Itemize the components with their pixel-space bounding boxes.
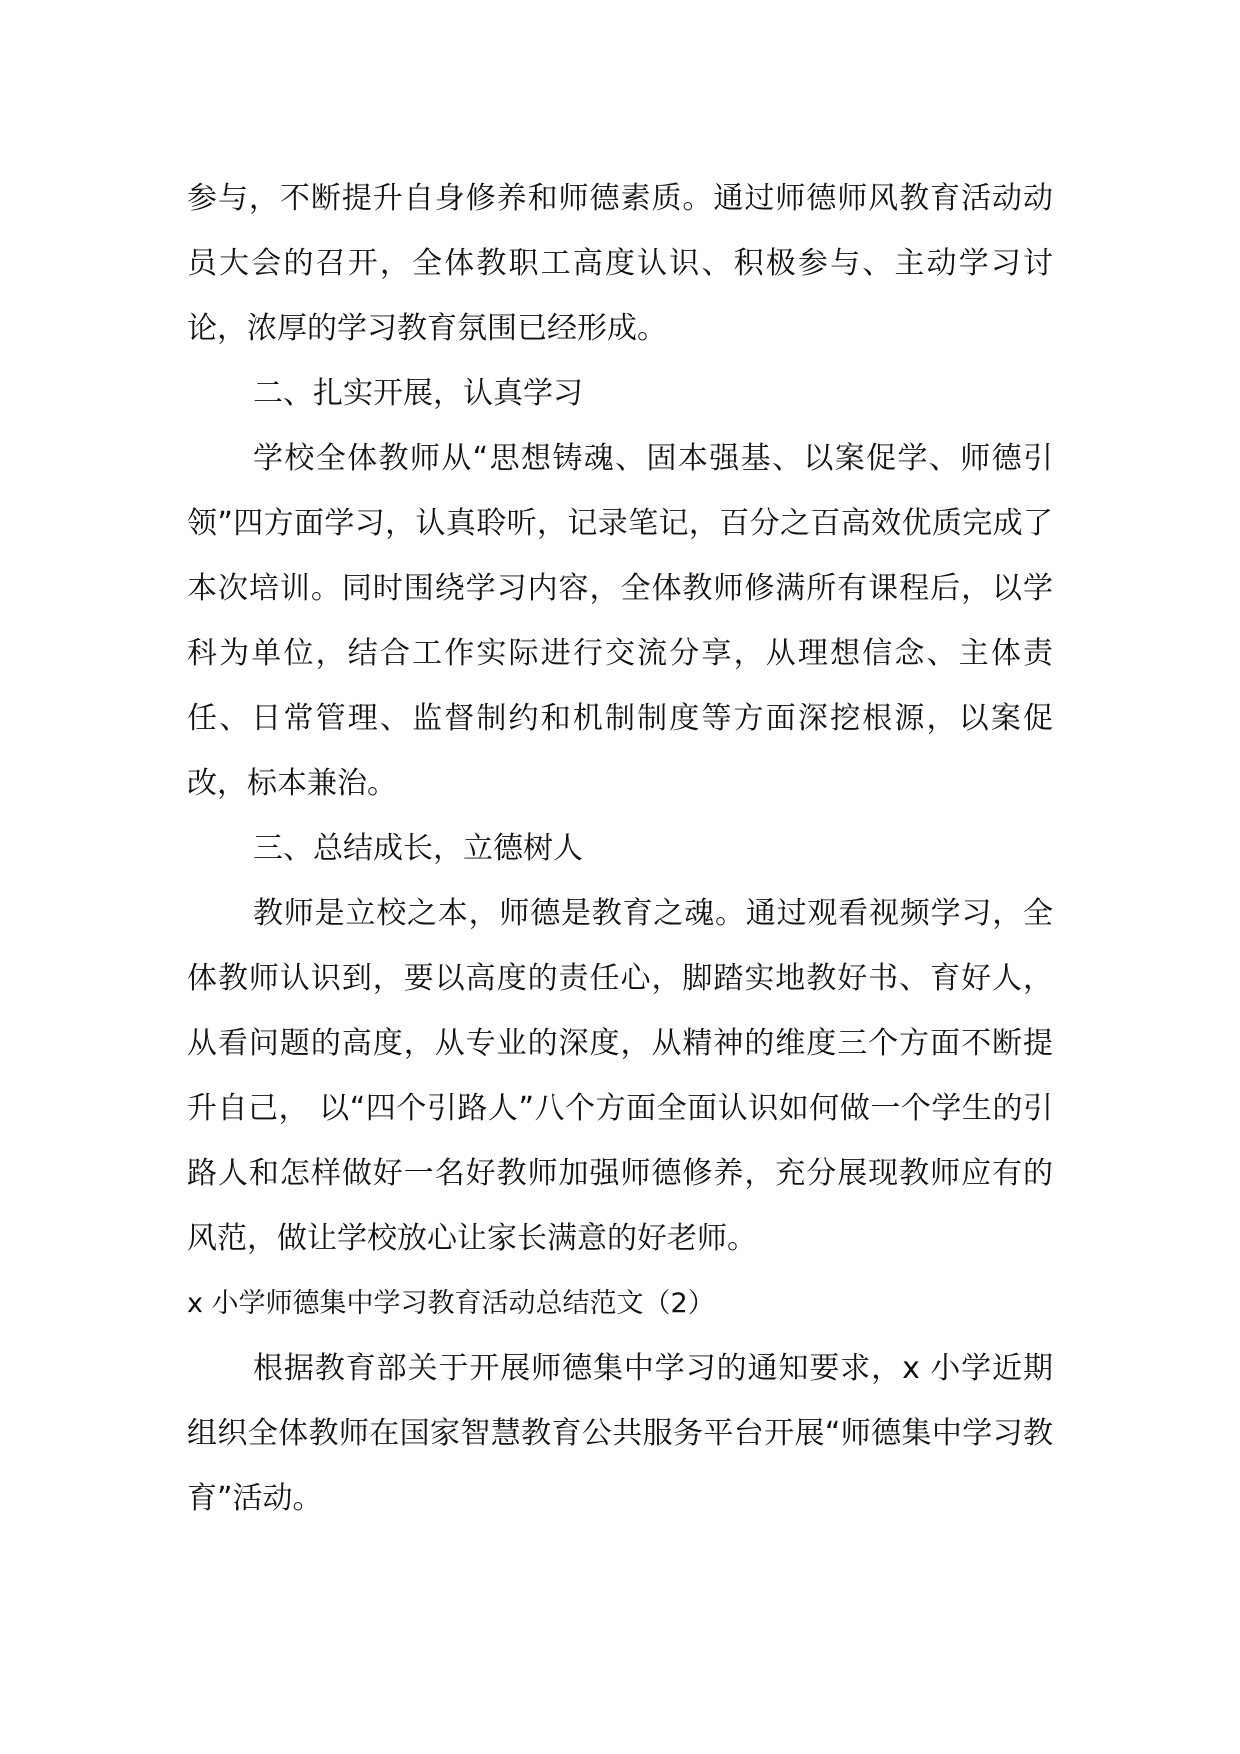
paragraph-continuation: 参与，不断提升自身修养和师德素质。通过师德师风教育活动动员大会的召开，全体教职工高度认识、积极参与、主动学习讨论，浓厚的学习教育氛围已经形成。: [187, 181, 1053, 346]
document-title-2: x 小学师德集中学习教育活动总结范文（2）: [187, 1288, 715, 1319]
paragraph-intro-2: 根据教育部关于开展师德集中学习的通知要求，x 小学近期组织全体教师在国家智慧教育公共服务平台开展“师德集中学习教育”活动。: [187, 1351, 1053, 1516]
paragraph-growth: 教师是立校之本，师德是教育之魂。通过观看视频学习，全体教师认识到，要以高度的责任心，脚踏实地教好书、育好人，从看问题的高度，从专业的深度，从精神的维度三个方面不断提升自己， 以“四个引路人”八个方面全面认识如何做一个学生的引路人和怎样做好一名好教师加强师德修养，充分展现教师应有的风范，做让学校放心让家长满意的好老师。: [187, 896, 1053, 1256]
section-heading-3: 三、总结成长，立德树人: [253, 831, 583, 866]
section-heading-2: 二、扎实开展，认真学习: [253, 376, 583, 411]
document-body: [187, 166, 1053, 1531]
paragraph-learning: 学校全体教师从“思想铸魂、固本强基、以案促学、师德引领”四方面学习，认真聆听，记录笔记，百分之百高效优质完成了本次培训。同时围绕学习内容，全体教师修满所有课程后，以学科为单位，结合工作实际进行交流分享，从理想信念、主体责任、日常管理、监督制约和机制制度等方面深挖根源，以案促改，标本兼治。: [187, 441, 1053, 801]
